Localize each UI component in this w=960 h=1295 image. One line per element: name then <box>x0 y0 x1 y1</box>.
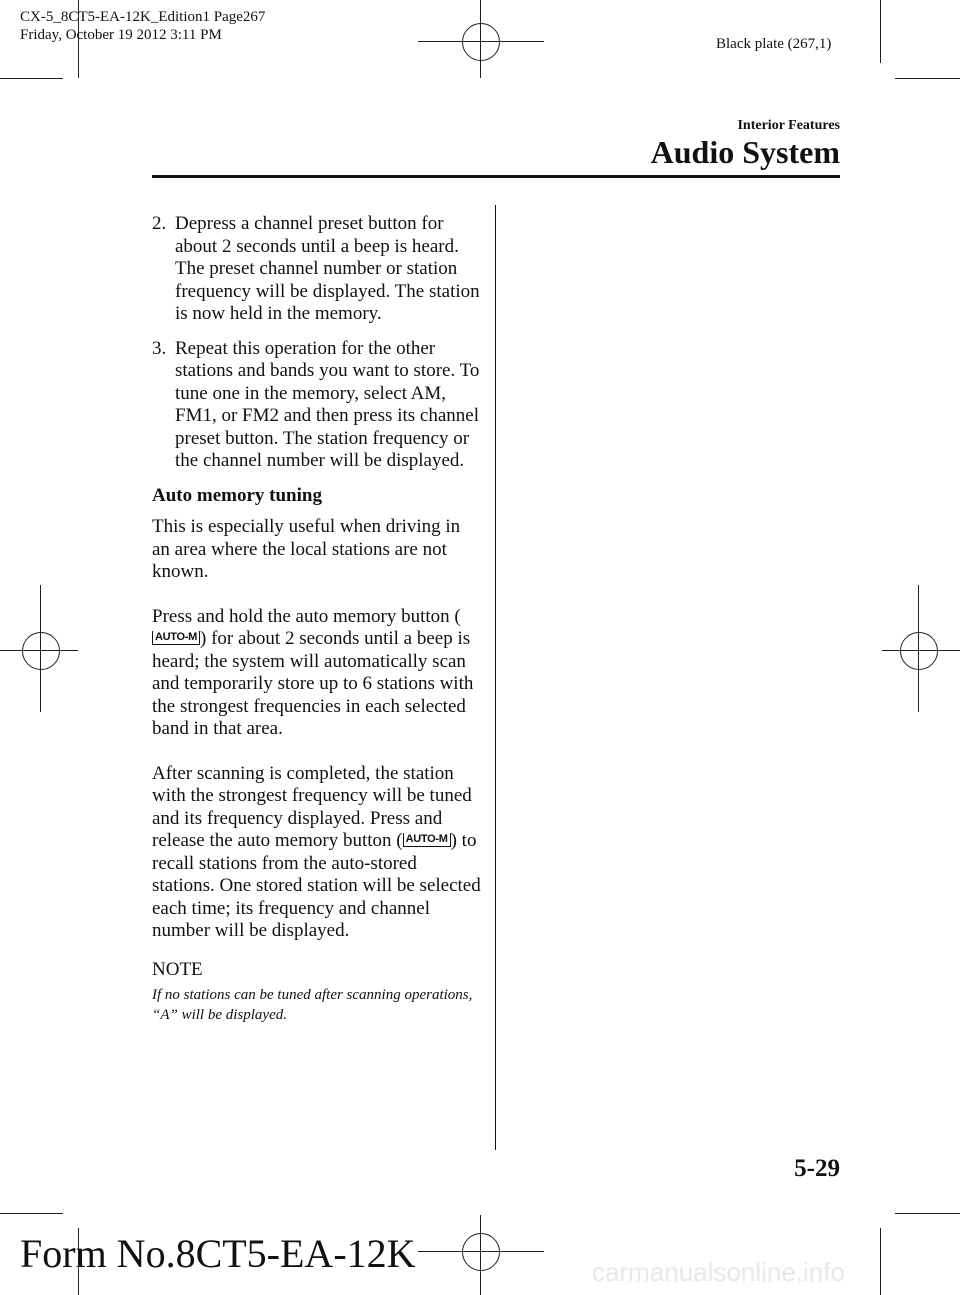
crop-mark <box>0 78 63 79</box>
step-number: 3. <box>152 337 167 359</box>
print-info-file: CX-5_8CT5-EA-12K_Edition1 Page267 <box>20 9 266 25</box>
column-divider <box>495 205 496 1150</box>
section-heading: Auto memory tuning <box>152 484 322 506</box>
auto-memory-button-icon: AUTO-M <box>152 631 200 645</box>
auto-memory-button-icon: AUTO-M <box>403 833 451 847</box>
print-info-date: Friday, October 19 2012 3:11 PM <box>20 27 222 43</box>
print-info <box>20 8 265 44</box>
crop-mark <box>880 0 881 63</box>
step-number: 2. <box>152 213 167 234</box>
plate-label: Black plate (267,1) <box>716 36 832 52</box>
step-item <box>152 213 482 326</box>
crop-mark <box>895 78 960 79</box>
paragraph-text: ) to recall stations from the auto-stored stations. One stored station will be selected each time; its frequency and channel number will be displayed. <box>152 830 481 941</box>
form-number: Form No.8CT5-EA-12K <box>20 1231 416 1276</box>
paragraph <box>152 763 482 943</box>
step-text: Depress a channel preset button for about 2 seconds until a beep is heard. The preset channel number or station frequency will be displayed. The station is now held in the memory. <box>175 213 480 324</box>
registration-circle <box>900 632 938 670</box>
crop-mark <box>880 1228 881 1295</box>
left-column <box>152 213 482 1025</box>
registration-circle <box>462 23 500 61</box>
crop-mark <box>895 1213 960 1214</box>
paragraph-text: Press and hold the auto memory button ( <box>152 605 461 627</box>
watermark: carmanualsonline.info <box>592 1257 845 1287</box>
paragraph-text: After scanning is completed, the station with the strongest frequency will be tuned and its frequency displayed. Press and release the auto memory button ( <box>152 762 472 851</box>
section-title: Interior Features <box>737 118 840 133</box>
note-text: If no stations can be tuned after scanning operations, “A” will be displayed. <box>152 987 473 1023</box>
registration-circle <box>22 632 60 670</box>
page-number: 5-29 <box>794 1155 840 1182</box>
step-text: Repeat this operation for the other stations and bands you want to store. To tune one in the memory, select AM, FM1, or FM2 and then press its channel preset button. The station frequency or the channel number will be displayed. <box>175 337 480 471</box>
paragraph: This is especially useful when driving in an area where the local stations are not known. <box>152 516 461 582</box>
paragraph <box>152 606 482 741</box>
registration-circle <box>462 1233 500 1271</box>
chapter-title: Audio System <box>650 134 840 170</box>
header-rule <box>152 175 840 178</box>
step-item <box>152 338 482 473</box>
paragraph-text: ) for about 2 seconds until a beep is heard; the system will automatically scan and temporarily store up to 6 stations with the strongest frequencies in each selected band in that area. <box>152 628 474 739</box>
crop-mark <box>0 1213 63 1214</box>
note-title: NOTE <box>152 958 203 980</box>
